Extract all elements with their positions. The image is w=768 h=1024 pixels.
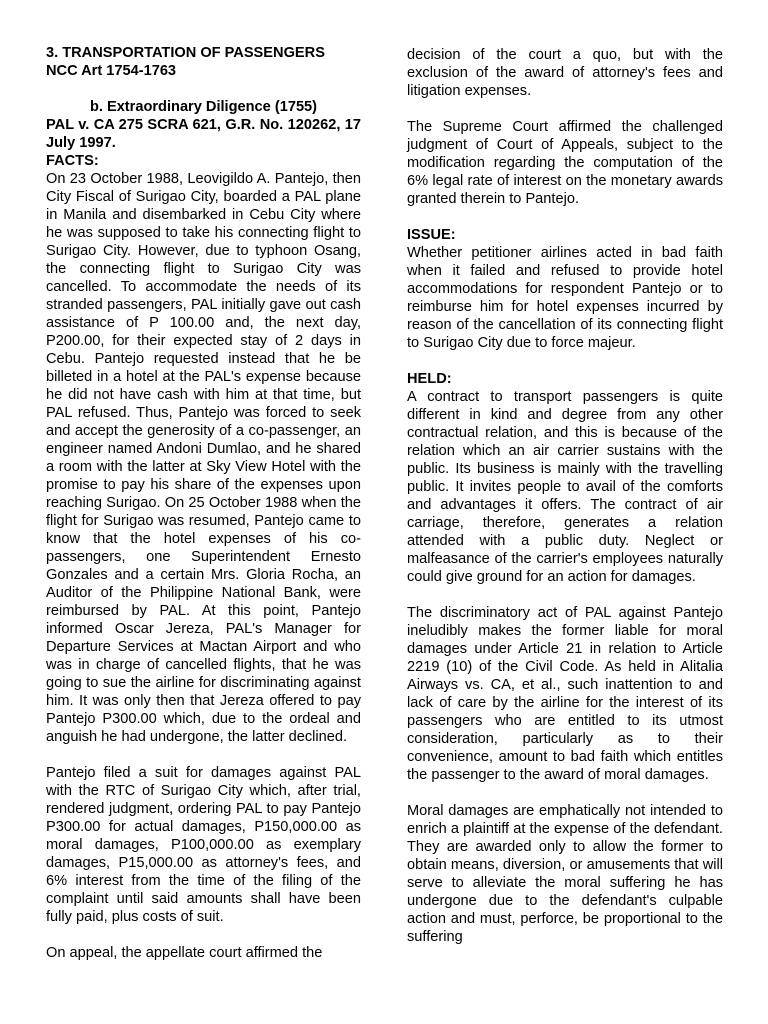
topic-heading: b. Extraordinary Diligence (1755) (89, 99, 318, 115)
held-label: HELD: (407, 371, 452, 387)
facts-paragraph-3-end: decision of the court a quo, but with the exclusion of the award of attorney's fees and litigation expenses. (407, 47, 723, 99)
section-subheading-article: NCC Art 1754-1763 (46, 63, 177, 79)
held-paragraph-3: Moral damages are emphatically not intended to enrich a plaintiff at the expense of the defendant. They are awarded only to allow the former to obtain means, diversion, or amusements that will serve to alleviate the moral suffering he has undergone due to the defendant's culpable action and must, perforce, be proportional to the suffering (407, 803, 723, 945)
facts-label: FACTS: (46, 153, 99, 169)
facts-paragraph-4: The Supreme Court affirmed the challenged judgment of Court of Appeals, subject to the modification regarding the computation of the 6% legal rate of interest on the monetary awards granted therein to Pantejo. (407, 119, 723, 207)
facts-paragraph-3-start: On appeal, the appellate court affirmed the (46, 945, 323, 961)
right-column (407, 46, 723, 946)
case-title: PAL v. CA 275 SCRA 621, G.R. No. 120262, 17 July 1997. (46, 117, 361, 151)
issue-label: ISSUE: (407, 227, 456, 243)
facts-paragraph-1: On 23 October 1988, Leovigildo A. Pantejo, then City Fiscal of Surigao City, boarded a PAL plane in Manila and disembarked in Cebu City where he was supposed to take his connecting flight to Surigao City. However, due to typhoon Osang, the connecting flight to Surigao City was cancelled. To accommodate the needs of its stranded passengers, PAL initially gave out cash assistance of P 100.00 and, the next day, P200.00, for their expected stay of 2 days in Cebu. Pantejo requested instead that he be billeted in a hotel at the PAL's expense because he did not have cash with him at that time, but PAL refused. Thus, Pantejo was forced to seek and accept the generosity of a co-passenger, an engineer named Andoni Dumlao, and he shared a room with the latter at Sky View Hotel with the promise to pay his share of the expenses upon reaching Surigao. On 25 October 1988 when the flight for Surigao was resumed, Pantejo came to know that the hotel expenses of his co-passengers, one Superintendent Ernesto Gonzales and a certain Mrs. Gloria Rocha, an Auditor of the Philippine National Bank, were reimbursed by PAL. At this point, Pantejo informed Oscar Jereza, PAL's Manager for Departure Services at Mactan Airport and who was in charge of cancelled flights, that he was going to sue the airline for discriminating against him. It was only then that Jereza offered to pay Pantejo P300.00 which, due to the ordeal and anguish he had undergone, the latter declined. (46, 171, 361, 745)
section-heading: 3. TRANSPORTATION OF PASSENGERS (46, 45, 325, 61)
issue-text: Whether petitioner airlines acted in bad faith when it failed and refused to provide hotel accommodations for respondent Pantejo or to reimburse him for hotel expenses incurred by reason of the cancellation of its connecting flight to Surigao City due to force majeur. (407, 245, 723, 351)
held-paragraph-2: The discriminatory act of PAL against Pantejo ineludibly makes the former liable for moral damages under Article 21 in relation to Article 2219 (10) of the Civil Code. As held in Alitalia Airways vs. CA, et al., such inattention to and lack of care by the airline for the interest of its passengers who are entitled to its utmost consideration, particularly as to their convenience, amount to bad faith which entitles the passenger to the award of moral damages. (407, 605, 723, 783)
facts-paragraph-2: Pantejo filed a suit for damages against PAL with the RTC of Surigao City which, after trial, rendered judgment, ordering PAL to pay Pantejo P300.00 for actual damages, P150,000.00 as moral damages, P100,000.00 as exemplary damages, P15,000.00 as attorney's fees, and 6% interest from the time of the filing of the complaint until said amounts shall have been fully paid, plus costs of suit. (46, 765, 361, 925)
left-column (46, 44, 361, 962)
held-paragraph-1: A contract to transport passengers is quite different in kind and degree from any other contractual relation, and this is because of the relation which an air carrier sustains with the public. Its business is mainly with the travelling public. It invites people to avail of the comforts and advantages it offers. The contract of air carriage, therefore, generates a relation attended with a public duty. Neglect or malfeasance of the carrier's employees naturally could give ground for an action for damages. (407, 389, 723, 585)
